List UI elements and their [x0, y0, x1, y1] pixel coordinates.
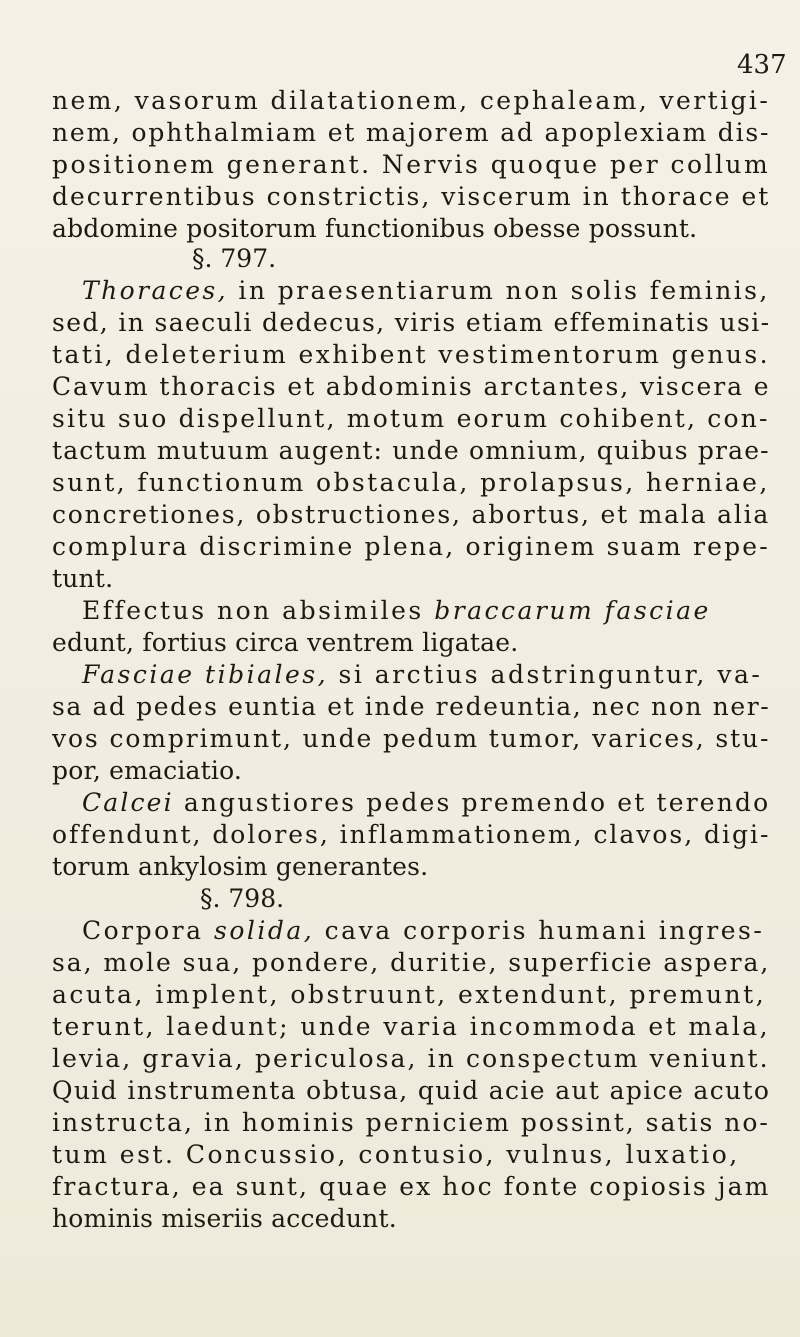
text-run: tactum mutuum augent: unde omnium, quibus prae- — [52, 436, 770, 465]
text-line — [82, 276, 770, 306]
text-run: decurrentibus constrictis, viscerum in thorace et — [52, 182, 771, 211]
text-line — [52, 1172, 770, 1202]
text-line — [82, 916, 764, 946]
text-line — [52, 372, 770, 402]
italic-term: Calcei — [82, 788, 174, 817]
page-number: 437 — [737, 50, 787, 80]
text-run: angustiores pedes premendo et terendo — [173, 788, 771, 817]
text-run: tum est. Concussio, contusio, vulnus, luxatio, — [52, 1140, 740, 1169]
text-line — [52, 980, 766, 1010]
text-line — [52, 340, 770, 370]
text-run: Corpora — [82, 916, 214, 945]
text-line — [52, 118, 770, 148]
text-run: situ suo dispellunt, motum eorum cohibent, con- — [52, 404, 770, 433]
text-line — [82, 660, 762, 690]
text-run: nem, vasorum dilatationem, cephaleam, vertigi- — [52, 86, 771, 115]
text-run: positionem generant. Nervis quoque per collum — [52, 150, 771, 179]
section-number — [200, 884, 284, 914]
italic-term: solida, — [214, 916, 315, 945]
italic-term: Fasciae tibiales, — [82, 660, 329, 689]
text-line — [52, 150, 770, 180]
text-line — [52, 436, 770, 466]
text-run: por, emaciatio. — [52, 756, 243, 785]
text-run: sed, in saeculi dedecus, viris etiam effeminatis usi- — [52, 308, 771, 337]
text-run: complura discrimine plena, originem suam repe- — [52, 532, 770, 561]
text-line — [82, 788, 770, 818]
text-line — [52, 1204, 397, 1234]
text-line — [52, 1108, 770, 1138]
text-run: sunt, functionum obstacula, prolapsus, herniae, — [52, 468, 770, 497]
text-line — [52, 532, 770, 562]
text-run: si arctius adstringuntur, va- — [328, 660, 763, 689]
text-run: Cavum thoracis et abdominis arctantes, viscera e — [52, 372, 771, 401]
text-line — [52, 628, 518, 658]
section-number — [192, 244, 276, 274]
text-run: terunt, laedunt; unde varia incommoda et mala, — [52, 1012, 770, 1041]
text-run: hominis miseriis accedunt. — [52, 1204, 397, 1233]
text-line — [52, 852, 428, 882]
text-line — [52, 1140, 740, 1170]
text-run: nem, ophthalmiam et majorem ad apoplexiam dis- — [52, 118, 771, 147]
text-line — [52, 724, 770, 754]
text-line — [52, 500, 770, 530]
text-line — [52, 214, 697, 244]
text-line — [52, 404, 770, 434]
text-run: acuta, implent, obstruunt, extendunt, premunt, — [52, 980, 767, 1009]
text-run: abdomine positorum functionibus obesse possunt. — [52, 214, 698, 243]
text-run: Effectus non absimiles — [82, 596, 435, 625]
text-run: fractura, ea sunt, quae ex hoc fonte copiosis jam — [52, 1172, 771, 1201]
text-run: tunt. — [52, 564, 114, 593]
text-run: instructa, in hominis perniciem possint, satis no- — [52, 1108, 770, 1137]
text-line — [52, 86, 770, 116]
text-run: edunt, fortius circa ventrem ligatae. — [52, 628, 519, 657]
text-line — [52, 756, 242, 786]
text-line — [52, 564, 113, 594]
text-run: in praesentiarum non solis feminis, — [228, 276, 770, 305]
text-run: sa ad pedes euntia et inde redeuntia, nec non ner- — [52, 692, 771, 721]
italic-term: Thoraces, — [82, 276, 229, 305]
text-line — [52, 1044, 770, 1074]
text-line — [82, 596, 711, 626]
text-line — [52, 692, 770, 722]
text-run: vos comprimunt, unde pedum tumor, varices, stu- — [52, 724, 771, 753]
text-line — [52, 1076, 770, 1106]
text-run: sa, mole sua, pondere, duritie, superficie aspera, — [52, 948, 771, 977]
text-run: cava corporis humani ingres- — [314, 916, 765, 945]
text-line — [52, 1012, 770, 1042]
text-line — [52, 182, 770, 212]
text-line — [52, 468, 770, 498]
text-line — [52, 308, 770, 338]
text-run: torum ankylosim generantes. — [52, 852, 429, 881]
text-line — [52, 820, 770, 850]
text-run: concretiones, obstructiones, abortus, et mala alia — [52, 500, 771, 529]
text-run: Quid instrumenta obtusa, quid acie aut apice acuto — [52, 1076, 771, 1105]
italic-term: braccarum fasciae — [434, 596, 711, 625]
text-run: tati, deleterium exhibent vestimentorum genus. — [52, 340, 771, 369]
text-line — [52, 948, 770, 978]
text-run: §. 798. — [200, 884, 285, 913]
text-run: §. 797. — [192, 244, 277, 273]
text-run: offendunt, dolores, inflammationem, clavos, digi- — [52, 820, 771, 849]
text-run: levia, gravia, periculosa, in conspectum veniunt. — [52, 1044, 770, 1073]
